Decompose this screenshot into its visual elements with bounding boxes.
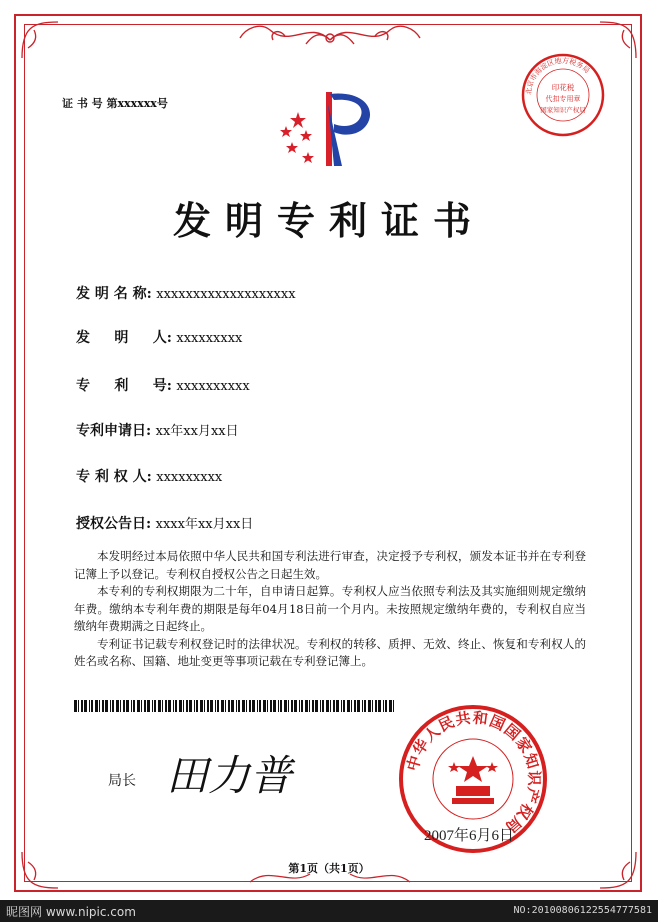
barcode-bar — [154, 700, 156, 712]
field-patent-number — [76, 375, 250, 395]
barcode-bar — [231, 700, 234, 712]
barcode-bar — [320, 700, 321, 712]
barcode-bar — [273, 700, 276, 712]
field-application-date — [76, 420, 239, 440]
barcode-bar — [246, 700, 247, 712]
barcode-bar — [362, 700, 363, 712]
barcode-bar — [357, 700, 360, 712]
certificate-number: 证 书 号 第xxxxxx号 — [62, 97, 168, 110]
barcode-bar — [341, 700, 342, 712]
field-grant-date — [76, 513, 253, 533]
body-text — [74, 548, 586, 671]
barcode-bar — [288, 700, 289, 712]
tax-seal-line1: 印花税 — [551, 83, 575, 92]
corner-ornament-tl — [18, 18, 68, 68]
signature-text: 田力普 — [166, 751, 293, 800]
barcode-bar — [141, 700, 142, 712]
field-value: xxxxxxxxxx — [176, 379, 250, 394]
barcode-bar — [312, 700, 314, 712]
barcode-bar — [102, 700, 104, 712]
barcode-bar — [189, 700, 192, 712]
field-label: 专利申请日: — [76, 423, 152, 439]
barcode-bar — [351, 700, 352, 712]
barcode-bar — [278, 700, 279, 712]
barcode-bar — [126, 700, 129, 712]
director-label: 局长 — [108, 773, 136, 789]
tax-seal — [520, 52, 606, 138]
seal-ring-text: 中华人民共和国国家知识产权局 — [403, 708, 544, 837]
barcode-bar — [200, 700, 203, 712]
barcode-bar — [215, 700, 216, 712]
field-value: xxxxxxxxx — [176, 331, 243, 346]
page-number: 第1页（共1页） — [288, 862, 370, 875]
barcode-bar — [89, 700, 90, 712]
barcode-bar — [165, 700, 167, 712]
barcode-bar — [78, 700, 79, 712]
watermark-bar — [0, 900, 658, 922]
barcode-bar — [228, 700, 230, 712]
barcode-bar — [133, 700, 135, 712]
barcode-bar — [236, 700, 237, 712]
issue-date: 2007年6月6日 — [424, 828, 515, 844]
barcode-bar — [372, 700, 373, 712]
barcode-bar — [249, 700, 251, 712]
barcode-bar — [81, 700, 83, 712]
barcode-bar — [186, 700, 188, 712]
certificate-title: 发明专利证书 — [172, 198, 485, 243]
barcode-bar — [120, 700, 121, 712]
barcode-bar — [210, 700, 213, 712]
barcode-bar — [194, 700, 195, 712]
barcode-bar — [393, 700, 394, 712]
barcode-bar — [168, 700, 171, 712]
barcode-bar — [284, 700, 287, 712]
barcode-bar — [147, 700, 150, 712]
barcode-bar — [207, 700, 209, 712]
barcode-bar — [221, 700, 224, 712]
field-label: 专 利 权 人: — [76, 469, 152, 485]
barcode-bar — [354, 700, 356, 712]
field-inventor — [76, 327, 242, 347]
barcode-bar — [105, 700, 108, 712]
barcode-bar — [152, 700, 153, 712]
barcode-bar — [131, 700, 132, 712]
barcode-bar — [158, 700, 161, 712]
barcode-bar — [315, 700, 318, 712]
tax-seal-line3: 国家知识产权局 — [540, 106, 586, 114]
field-patentee — [76, 466, 222, 486]
barcode-bar — [175, 700, 177, 712]
barcode-bar — [305, 700, 308, 712]
barcode-bar — [112, 700, 114, 712]
watermark-id: NO:20100806122554777581 — [513, 905, 652, 916]
barcode-bar — [301, 700, 303, 712]
barcode-bar — [91, 700, 93, 712]
barcode-bar — [385, 700, 387, 712]
barcode-bar — [116, 700, 119, 712]
barcode-bar — [267, 700, 268, 712]
barcode-bar — [110, 700, 111, 712]
barcode-bar — [375, 700, 377, 712]
field-label: 发 明 名 称: — [76, 286, 152, 302]
field-value: xxxx年xx月xx日 — [155, 517, 254, 532]
barcode-bar — [326, 700, 329, 712]
barcode-bar — [378, 700, 381, 712]
barcode-bar — [183, 700, 184, 712]
barcode-bar — [173, 700, 174, 712]
barcode-bar — [84, 700, 87, 712]
barcode-bar — [263, 700, 266, 712]
field-label: 专 利 号: — [76, 378, 172, 394]
barcode-bar — [389, 700, 392, 712]
barcode-bar — [238, 700, 240, 712]
barcode-bar — [280, 700, 282, 712]
barcode-bar — [242, 700, 245, 712]
barcode-bar — [252, 700, 255, 712]
barcode-bar — [322, 700, 324, 712]
field-value: xxxxxxxxxxxxxxxxxxx — [156, 287, 296, 302]
field-value: xxxxxxxxx — [156, 470, 223, 485]
barcode-bar — [204, 700, 205, 712]
barcode-bar — [309, 700, 310, 712]
barcode-bar — [257, 700, 258, 712]
field-value: xx年xx月xx日 — [155, 424, 239, 439]
tax-seal-ring-text: 北京市海淀区地方税务局 — [524, 56, 591, 96]
paragraph-grant: 本发明经过本局依照中华人民共和国专利法进行审查，决定授予专利权，颁发本证书并在专利登记簿上予以登记。专利权自授权公告之日起生效。 — [74, 549, 586, 581]
barcode-bar — [123, 700, 125, 712]
field-label: 授权公告日: — [76, 516, 152, 532]
barcode-bar — [333, 700, 335, 712]
barcode-bar — [259, 700, 261, 712]
field-invention-name — [76, 283, 296, 303]
barcode-bar — [368, 700, 371, 712]
barcode-bar — [196, 700, 198, 712]
barcode-bar — [144, 700, 146, 712]
barcode-bar — [74, 700, 77, 712]
barcode-bar — [330, 700, 331, 712]
barcode-bar — [99, 700, 100, 712]
barcode-bar — [299, 700, 300, 712]
top-ornament — [230, 18, 430, 58]
field-label: 发 明 人: — [76, 330, 172, 346]
barcode-bar — [270, 700, 272, 712]
watermark-site: 昵图网 www.nipic.com — [6, 905, 136, 919]
barcode-bar — [95, 700, 98, 712]
barcode-bar — [137, 700, 140, 712]
barcode-bar — [291, 700, 293, 712]
paragraph-registration: 专利证书记载专利权登记时的法律状况。专利权的转移、质押、无效、终止、恢复和专利权人的姓名或名称、国籍、地址变更等事项记载在专利登记簿上。 — [74, 636, 586, 668]
barcode-bar — [294, 700, 297, 712]
director-signature — [160, 744, 330, 804]
barcode — [74, 700, 396, 712]
barcode-bar — [383, 700, 384, 712]
barcode-bar — [225, 700, 226, 712]
barcode-bar — [162, 700, 163, 712]
paragraph-term: 本专利的专利权期限为二十年，自申请日起算。专利权人应当依照专利法及其实施细则规定缴纳年费。缴纳本专利年费的期限是每年04月18日前一个月内。未按照规定缴纳年费的，专利权自应当缴纳年费期满之日起终止。 — [74, 584, 586, 633]
tax-seal-line2: 代扣专用章 — [545, 95, 581, 103]
barcode-bar — [343, 700, 345, 712]
barcode-bar — [347, 700, 350, 712]
barcode-bar — [217, 700, 219, 712]
barcode-bar — [179, 700, 182, 712]
barcode-bar — [364, 700, 366, 712]
sipo-logo-icon — [268, 84, 388, 174]
barcode-bar — [336, 700, 339, 712]
